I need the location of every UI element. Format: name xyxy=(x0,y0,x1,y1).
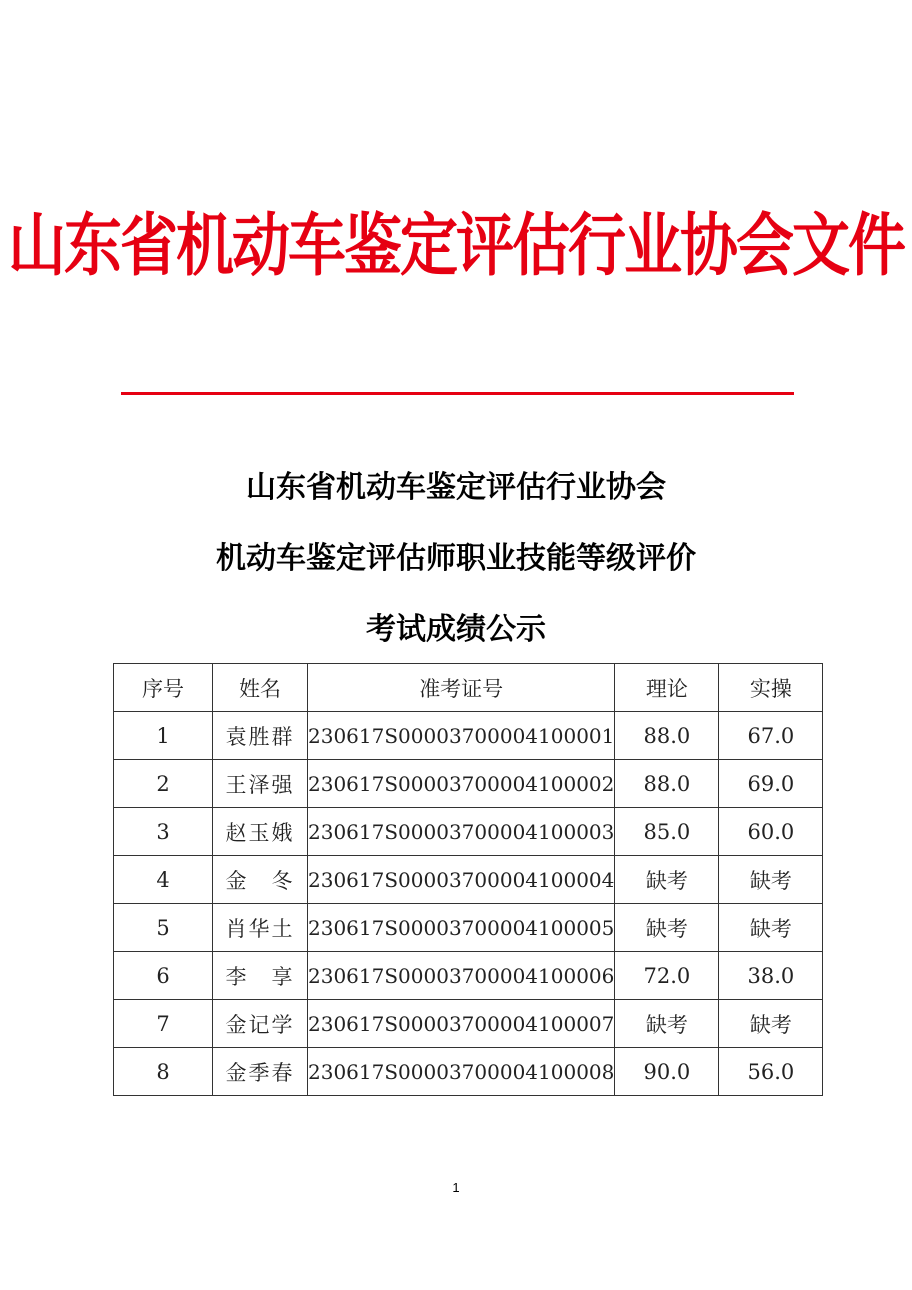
cell-name: 肖华土 xyxy=(213,904,308,952)
cell-theory: 85.0 xyxy=(615,808,719,856)
page-title-line-2: 机动车鉴定评估师职业技能等级评价 xyxy=(216,541,696,576)
page-title-line-1: 山东省机动车鉴定评估行业协会 xyxy=(246,470,666,505)
cell-number: 2 xyxy=(114,760,213,808)
table-row xyxy=(114,1000,823,1048)
cell-number: 8 xyxy=(114,1048,213,1096)
cell-practice: 38.0 xyxy=(719,952,823,1000)
table-row xyxy=(114,712,823,760)
cell-theory: 72.0 xyxy=(615,952,719,1000)
cell-theory: 缺考 xyxy=(615,904,719,952)
cell-name: 金季春 xyxy=(213,1048,308,1096)
cell-theory: 88.0 xyxy=(615,760,719,808)
cell-practice: 缺考 xyxy=(719,904,823,952)
table-row xyxy=(114,856,823,904)
column-header-theory: 理论 xyxy=(615,664,719,712)
cell-theory: 88.0 xyxy=(615,712,719,760)
cell-name: 金 冬 xyxy=(213,856,308,904)
table-row xyxy=(114,808,823,856)
score-table xyxy=(113,663,823,1096)
cell-practice: 67.0 xyxy=(719,712,823,760)
cell-number: 7 xyxy=(114,1000,213,1048)
cell-exam-id: 230617S00003700004100004 xyxy=(308,856,615,904)
cell-practice: 60.0 xyxy=(719,808,823,856)
column-header-exam-id: 准考证号 xyxy=(308,664,615,712)
cell-practice: 69.0 xyxy=(719,760,823,808)
cell-theory: 90.0 xyxy=(615,1048,719,1096)
column-header-name: 姓名 xyxy=(213,664,308,712)
table-row xyxy=(114,952,823,1000)
cell-practice: 缺考 xyxy=(719,856,823,904)
cell-name: 李 享 xyxy=(213,952,308,1000)
cell-number: 5 xyxy=(114,904,213,952)
header-divider xyxy=(121,392,794,395)
cell-number: 6 xyxy=(114,952,213,1000)
cell-theory: 缺考 xyxy=(615,1000,719,1048)
cell-exam-id: 230617S00003700004100008 xyxy=(308,1048,615,1096)
cell-name: 王泽强 xyxy=(213,760,308,808)
cell-exam-id: 230617S00003700004100003 xyxy=(308,808,615,856)
cell-number: 3 xyxy=(114,808,213,856)
table-header-row xyxy=(114,664,823,712)
cell-exam-id: 230617S00003700004100005 xyxy=(308,904,615,952)
cell-exam-id: 230617S00003700004100007 xyxy=(308,1000,615,1048)
page-number: 1 xyxy=(452,1180,460,1195)
table-row xyxy=(114,904,823,952)
cell-exam-id: 230617S00003700004100001 xyxy=(308,712,615,760)
cell-exam-id: 230617S00003700004100006 xyxy=(308,952,615,1000)
page-title-line-3: 考试成绩公示 xyxy=(366,612,546,647)
table-row xyxy=(114,1048,823,1096)
cell-practice: 56.0 xyxy=(719,1048,823,1096)
cell-name: 赵玉娥 xyxy=(213,808,308,856)
cell-number: 4 xyxy=(114,856,213,904)
column-header-number: 序号 xyxy=(114,664,213,712)
cell-name: 袁胜群 xyxy=(213,712,308,760)
cell-name: 金记学 xyxy=(213,1000,308,1048)
document-header-title: 山东省机动车鉴定评估行业协会文件 xyxy=(7,205,904,286)
column-header-practice: 实操 xyxy=(719,664,823,712)
table-row xyxy=(114,760,823,808)
cell-theory: 缺考 xyxy=(615,856,719,904)
cell-exam-id: 230617S00003700004100002 xyxy=(308,760,615,808)
cell-number: 1 xyxy=(114,712,213,760)
cell-practice: 缺考 xyxy=(719,1000,823,1048)
